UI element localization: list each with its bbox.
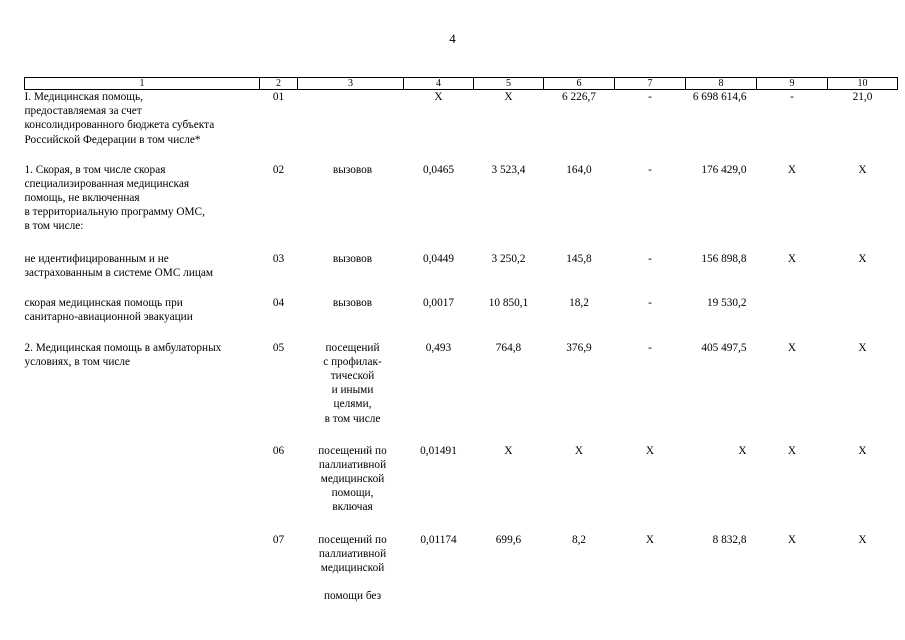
column-number: 6 bbox=[544, 78, 615, 90]
unit-line: помощи, bbox=[331, 487, 374, 500]
cost-budget-cell: 156 898,8 bbox=[701, 252, 747, 265]
percent-cell: X bbox=[858, 341, 867, 354]
row-name-cell bbox=[25, 296, 260, 341]
row-code-cell: 02 bbox=[272, 163, 285, 176]
tariff-table bbox=[24, 77, 898, 613]
row-name-line: в том числе: bbox=[24, 220, 84, 233]
unit-line: включая bbox=[332, 501, 373, 514]
column-number: 1 bbox=[25, 78, 260, 90]
column-number: 7 bbox=[615, 78, 686, 90]
column-number: 8 bbox=[686, 78, 757, 90]
unit-cell bbox=[298, 533, 404, 613]
row-name-line: санитарно-авиационной эвакуации bbox=[24, 310, 193, 323]
row-name-line: Российской Федерации в том числе* bbox=[24, 133, 201, 146]
row-name-line: не идентифицированным и не bbox=[24, 252, 169, 265]
row-code-cell: 01 bbox=[272, 91, 285, 103]
row-name-cell bbox=[25, 90, 260, 163]
per-capita-budget-cell: 376,9 bbox=[566, 341, 592, 354]
volume-norm-cell: 0,493 bbox=[425, 341, 452, 354]
per-capita-budget-cell: 8,2 bbox=[571, 533, 587, 546]
per-capita-oms-cell: X bbox=[645, 533, 655, 546]
row-name-cell bbox=[25, 252, 260, 296]
unit-cell bbox=[298, 252, 404, 296]
cost-oms-cell: X bbox=[787, 163, 797, 176]
row-code-cell: 05 bbox=[272, 341, 285, 354]
table-body bbox=[25, 90, 898, 613]
row-name-cell bbox=[25, 163, 260, 252]
cost-oms-cell: X bbox=[787, 533, 797, 546]
cost-budget-cell: 8 832,8 bbox=[712, 533, 747, 546]
cost-oms-cell: X bbox=[787, 444, 797, 457]
volume-norm-cell: 0,0017 bbox=[422, 296, 455, 309]
unit-line: тической bbox=[330, 369, 375, 382]
unit-cell bbox=[298, 444, 404, 533]
per-capita-budget-cell: 164,0 bbox=[566, 163, 592, 176]
row-name-line: предоставляемая за счет bbox=[24, 105, 142, 118]
cost-norm-cell: 764,8 bbox=[495, 341, 522, 354]
cost-norm-cell: 3 250,2 bbox=[491, 252, 526, 265]
row-name-line: 1. Скорая, в том числе скорая bbox=[24, 163, 166, 176]
unit-line: медицинской bbox=[320, 561, 385, 574]
unit-cell bbox=[298, 341, 404, 444]
table-row bbox=[25, 163, 898, 252]
cost-norm-cell: X bbox=[504, 444, 513, 457]
unit-line: паллиативной bbox=[318, 547, 387, 560]
unit-line: вызовов bbox=[332, 296, 373, 309]
column-number: 9 bbox=[757, 78, 828, 90]
per-capita-oms-cell: - bbox=[648, 91, 652, 103]
table-row bbox=[25, 252, 898, 296]
unit-line: помощи без bbox=[323, 590, 382, 603]
row-name-cell bbox=[25, 341, 260, 444]
table-row bbox=[25, 533, 898, 613]
unit-cell bbox=[298, 90, 404, 163]
unit-line: и иными bbox=[331, 384, 374, 397]
row-code-cell: 03 bbox=[272, 252, 285, 265]
unit-cell bbox=[298, 163, 404, 252]
unit-line: вызовов bbox=[332, 163, 373, 176]
row-name-cell bbox=[25, 533, 260, 613]
cost-budget-cell: 19 530,2 bbox=[706, 296, 747, 309]
cost-budget-cell: 176 429,0 bbox=[701, 163, 747, 176]
table-row bbox=[25, 90, 898, 163]
cost-norm-cell: 699,6 bbox=[495, 533, 522, 546]
cost-oms-cell: X bbox=[787, 341, 797, 354]
row-name-line: консолидированного бюджета субъекта bbox=[24, 119, 215, 132]
unit-line: посещений по bbox=[318, 533, 387, 546]
volume-norm-cell: X bbox=[434, 91, 443, 103]
volume-norm-cell: 0,01491 bbox=[420, 444, 457, 457]
cost-oms-cell bbox=[757, 296, 828, 341]
per-capita-budget-cell: 145,8 bbox=[566, 252, 592, 265]
percent-cell: 21,0 bbox=[852, 91, 873, 103]
per-capita-budget-cell: X bbox=[574, 444, 584, 457]
per-capita-budget-cell: 6 226,7 bbox=[562, 91, 596, 103]
volume-norm-cell: 0,0449 bbox=[422, 252, 455, 265]
cost-oms-cell: X bbox=[787, 252, 797, 265]
percent-cell: X bbox=[858, 444, 867, 457]
row-name-line: скорая медицинская помощь при bbox=[24, 296, 183, 309]
row-name-line: застрахованным в системе ОМС лицам bbox=[24, 266, 214, 279]
table-row bbox=[25, 341, 898, 444]
table-row bbox=[25, 296, 898, 341]
row-code-cell: 07 bbox=[272, 533, 285, 546]
cost-norm-cell: 10 850,1 bbox=[488, 296, 529, 309]
row-name-line: в территориальную программу ОМС, bbox=[24, 206, 205, 219]
column-number: 2 bbox=[260, 78, 298, 90]
volume-norm-cell: 0,0465 bbox=[422, 163, 455, 176]
per-capita-oms-cell: - bbox=[648, 341, 652, 354]
row-name-line: условиях, в том числе bbox=[24, 355, 131, 368]
unit-line: медицинской bbox=[320, 472, 385, 485]
column-number: 5 bbox=[474, 78, 544, 90]
row-code-cell: 06 bbox=[272, 444, 285, 457]
unit-line: в том числе bbox=[324, 412, 381, 425]
per-capita-oms-cell: - bbox=[648, 296, 652, 309]
row-name-line: специализированная медицинская bbox=[24, 177, 190, 190]
unit-line: паллиативной bbox=[318, 458, 387, 471]
cost-budget-cell: 405 497,5 bbox=[701, 341, 747, 354]
unit-line: с профилак- bbox=[323, 355, 382, 368]
cost-norm-cell: X bbox=[504, 91, 513, 103]
page-number: 4 bbox=[449, 31, 456, 46]
percent-cell: X bbox=[858, 252, 867, 265]
unit-line: целями, bbox=[333, 398, 372, 411]
percent-cell: X bbox=[858, 533, 867, 546]
per-capita-oms-cell: - bbox=[648, 252, 652, 265]
unit-line: посещений по bbox=[318, 444, 387, 457]
column-number: 3 bbox=[298, 78, 404, 90]
percent-cell bbox=[828, 296, 898, 341]
unit-line: вызовов bbox=[332, 252, 373, 265]
per-capita-oms-cell: X bbox=[645, 444, 655, 457]
column-number: 10 bbox=[828, 78, 898, 90]
cost-budget-cell: 6 698 614,6 bbox=[692, 91, 747, 103]
unit-cell bbox=[298, 296, 404, 341]
unit-line bbox=[302, 575, 404, 589]
volume-norm-cell: 0,01174 bbox=[420, 533, 457, 546]
cost-oms-cell: - bbox=[790, 91, 794, 103]
unit-line: посещений bbox=[325, 341, 380, 354]
column-number-row bbox=[25, 78, 898, 90]
percent-cell: X bbox=[858, 163, 867, 176]
row-code-cell: 04 bbox=[272, 296, 285, 309]
row-name-line: помощь, не включенная bbox=[24, 191, 140, 204]
per-capita-oms-cell: - bbox=[648, 163, 652, 176]
table-row bbox=[25, 444, 898, 533]
cost-norm-cell: 3 523,4 bbox=[491, 163, 526, 176]
row-name-cell bbox=[25, 444, 260, 533]
per-capita-budget-cell: 18,2 bbox=[569, 296, 589, 309]
row-name-line: 2. Медицинская помощь в амбулаторных bbox=[24, 341, 222, 354]
row-name-line: I. Медицинская помощь, bbox=[24, 91, 143, 103]
column-number: 4 bbox=[404, 78, 474, 90]
cost-budget-cell: X bbox=[738, 444, 747, 457]
